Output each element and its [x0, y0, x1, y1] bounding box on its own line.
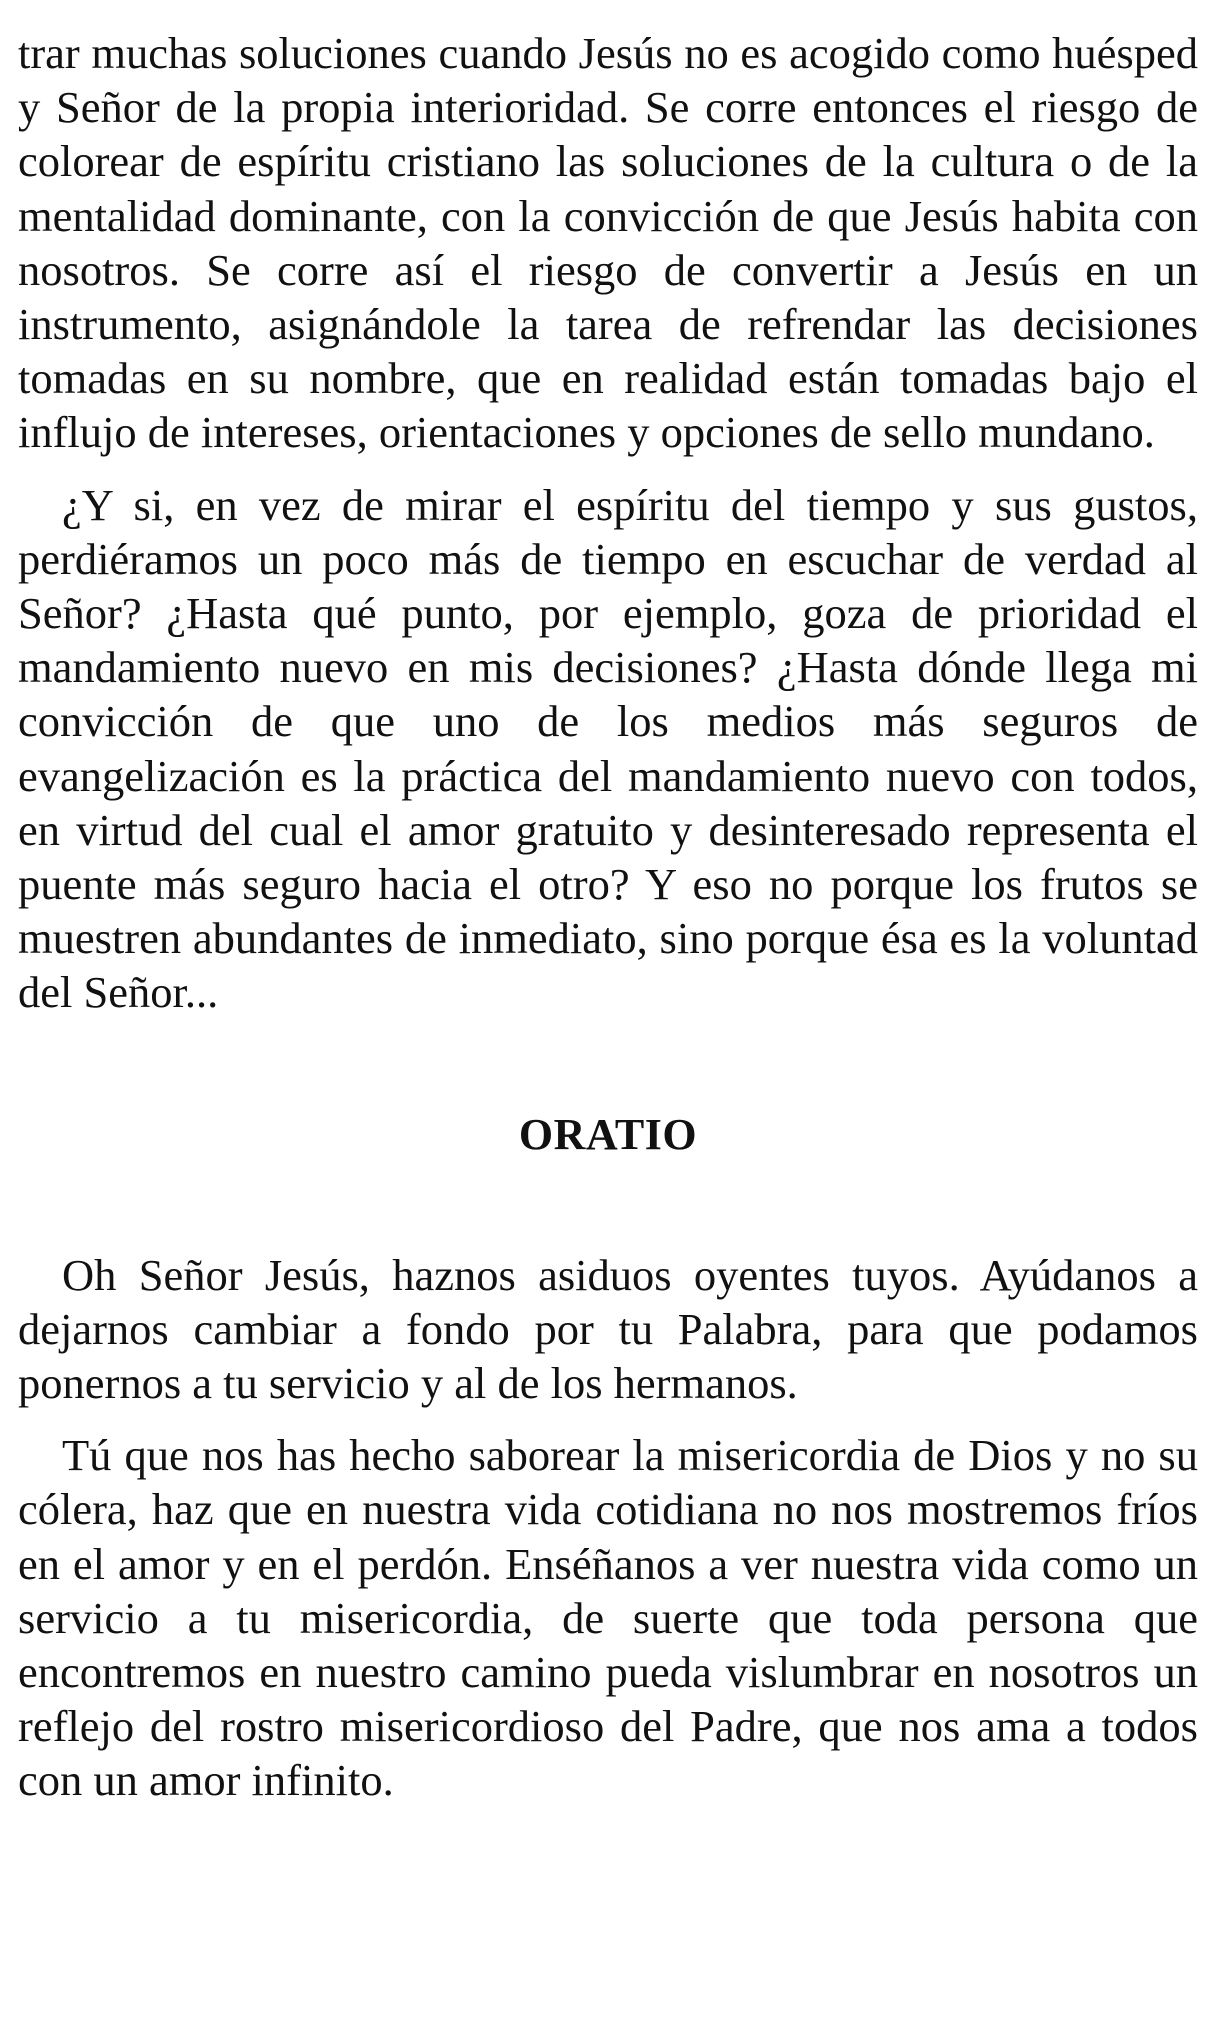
prayer-paragraph: Oh Señor Jesús, haznos asiduos oyentes tuyos. Ayúdanos a dejarnos cambiar a fondo por tu Palabra, para que podamos ponernos a tu servicio y al de los hermanos.	[18, 1249, 1198, 1409]
section-title: ORATIO	[518, 1109, 698, 1159]
document-page	[18, 26, 1198, 1808]
body-paragraph: trar muchas soluciones cuando Jesús no es acogido como huésped y Señor de la propia interioridad. Se corre entonces el riesgo de colorear de espíritu cristiano las soluciones de la cultura o de la mentalidad dominante, con la convicción de que Jesús habita con nosotros. Se corre así el riesgo de convertir a Jesús en un instrumento, asignándole la tarea de refrendar las decisiones tomadas en su nombre, que en realidad están tomadas bajo el influjo de intereses, orientaciones y opciones de sello mundano.	[18, 28, 1198, 458]
body-paragraph: ¿Y si, en vez de mirar el espíritu del tiempo y sus gustos, perdiéramos un poco más de tiempo en escuchar de verdad al Señor? ¿Hasta qué punto, por ejemplo, goza de prioridad el mandamiento nuevo en mis decisiones? ¿Hasta dónde llega mi convicción de que uno de los medios más seguros de evangelización es la práctica del mandamiento nuevo con todos, en virtud del cual el amor gratuito y desinteresado representa el puente más seguro hacia el otro? Y eso no porque los frutos se muestren abundantes de inmediato, sino porque ésa es la voluntad del Señor...	[18, 479, 1198, 1018]
prayer-paragraph: Tú que nos has hecho saborear la misericordia de Dios y no su cólera, haz que en nuestra vida cotidiana no nos mostremos fríos en el amor y en el perdón. Enséñanos a ver nuestra vida como un servicio a tu misericordia, de suerte que toda persona que encontremos en nuestro camino pueda vislumbrar en nosotros un reflejo del rostro misericordioso del Padre, que nos ama a todos con un amor infinito.	[18, 1430, 1198, 1806]
